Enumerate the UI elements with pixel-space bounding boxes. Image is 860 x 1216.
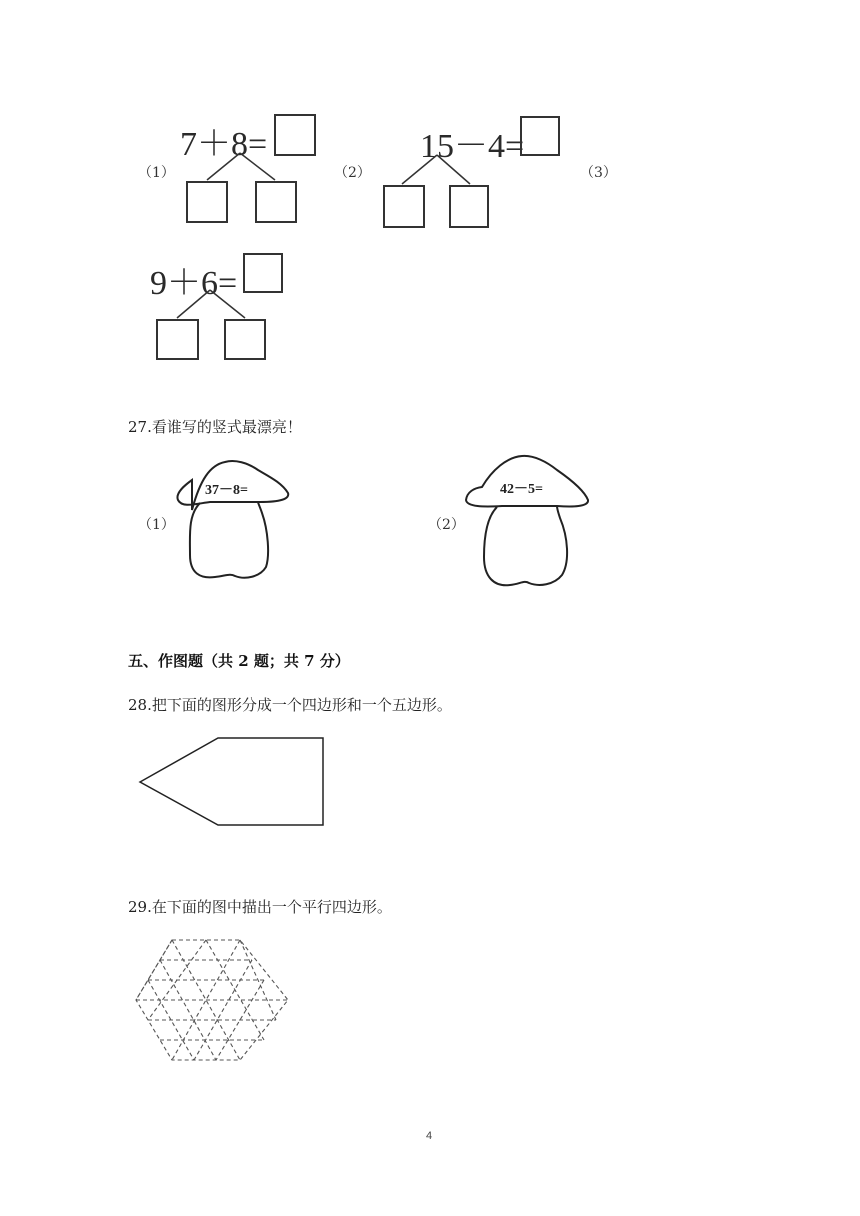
q27-title: 27.看谁写的竖式最漂亮！ [128,418,302,436]
q27-item-1-expression: 37－8= [205,483,248,498]
page-number: 4 [426,1130,433,1142]
q26-item-2-label: （2） [334,165,371,181]
section-heading: 五、作图题（共 2 题；共 7 分） [128,652,350,670]
q26-item-2-expression: 15－4= [420,128,525,165]
q26-item-1-expression: 7＋8= [180,126,268,163]
q27-item-2-label: （2） [428,517,465,533]
q27-item-1-label: （1） [138,517,175,533]
q29-title: 29.在下面的图中描出一个平行四边形。 [128,898,392,916]
q26-item-1-label: （1） [138,165,175,181]
q27-item-2-expression: 42－5= [500,482,543,497]
q28-title: 28.把下面的图形分成一个四边形和一个五边形。 [128,696,452,714]
q26-item-3-label: （3） [580,165,617,181]
q26-item-3-expression: 9＋6= [150,265,238,302]
